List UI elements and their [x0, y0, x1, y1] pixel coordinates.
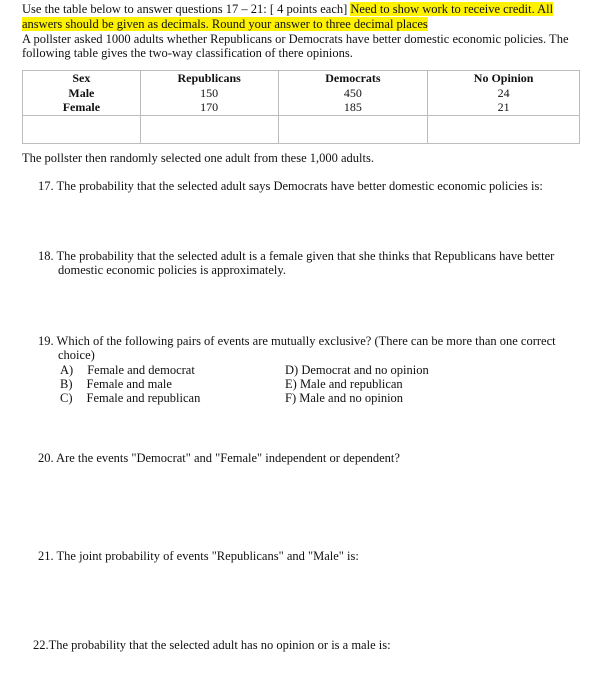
- instructions-text: Use the table below to answer questions 17 – 21: [ 4 points each]: [22, 2, 351, 16]
- option-text: Male and republican: [299, 377, 403, 391]
- question-20: 20. Are the events "Democrat" and "Female" independent or dependent?: [38, 451, 400, 465]
- instructions-highlight-2: answers should be given as decimals. Round your answer to three decimal places: [22, 17, 428, 31]
- option-text: Democrat and no opinion: [301, 363, 429, 377]
- question-19-line-1: 19. Which of the following pairs of events are mutually exclusive? (There can be more than one correct: [38, 334, 556, 348]
- cell-female-no-opinion: 21: [497, 100, 510, 114]
- opinion-table: [22, 70, 580, 144]
- option-f: [285, 391, 403, 406]
- problem-description-1: A pollster asked 1000 adults whether Republicans or Democrats have better domestic economic policies. The: [22, 32, 569, 46]
- header-no-opinion: No Opinion: [473, 71, 534, 85]
- question-22: 22.The probability that the selected adult has no opinion or is a male is:: [33, 638, 391, 652]
- header-republicans: Republicans: [177, 71, 241, 85]
- option-letter: A): [60, 363, 74, 377]
- table-header-row: [23, 71, 580, 116]
- table-blank-row: [23, 115, 580, 143]
- table-cell: [140, 71, 278, 116]
- option-text: Male and no opinion: [299, 391, 404, 405]
- selection-note: The pollster then randomly selected one adult from these 1,000 adults.: [22, 151, 374, 165]
- option-text: Female and male: [86, 377, 172, 391]
- option-letter: F): [285, 391, 297, 405]
- option-e: [285, 377, 403, 392]
- row-label-female: Female: [62, 100, 101, 114]
- option-letter: E): [285, 377, 297, 391]
- option-letter: D): [285, 363, 299, 377]
- option-d: [285, 363, 429, 378]
- option-c: [60, 391, 200, 406]
- table-cell-empty: [23, 115, 141, 143]
- option-a: [60, 363, 195, 378]
- instructions-line-1: [22, 2, 553, 17]
- table-cell: [23, 71, 141, 116]
- option-letter: B): [60, 377, 73, 391]
- cell-male-democrats: 450: [343, 85, 362, 100]
- cell-female-republicans: 170: [200, 100, 219, 114]
- option-b: [60, 377, 172, 392]
- header-democrats: Democrats: [325, 71, 381, 85]
- option-letter: C): [60, 391, 73, 405]
- table-cell-empty: [278, 115, 428, 143]
- problem-description-2: following table gives the two-way classification of there opinions.: [22, 46, 353, 60]
- cell-male-no-opinion: 24: [497, 85, 510, 100]
- question-18-line-2: domestic economic policies is approximately.: [58, 263, 286, 277]
- cell-male-republicans: 150: [200, 85, 219, 100]
- question-18-line-1: 18. The probability that the selected adult is a female given that she thinks that Republicans have better: [38, 249, 555, 263]
- header-sex: Sex: [72, 71, 91, 85]
- table-cell: [428, 71, 580, 116]
- question-17: 17. The probability that the selected adult says Democrats have better domestic economic policies is:: [38, 179, 543, 193]
- option-text: Female and democrat: [87, 363, 195, 377]
- cell-female-democrats: 185: [343, 100, 362, 114]
- table-cell-empty: [428, 115, 580, 143]
- table-cell: [278, 71, 428, 116]
- table-cell-empty: [140, 115, 278, 143]
- instructions-highlight: Need to show work to receive credit. All: [350, 2, 554, 16]
- question-19-line-2: choice): [58, 348, 95, 362]
- option-text: Female and republican: [86, 391, 201, 405]
- instructions-line-2: [22, 17, 428, 32]
- question-21: 21. The joint probability of events "Republicans" and "Male" is:: [38, 549, 359, 563]
- row-label-male: Male: [68, 85, 95, 100]
